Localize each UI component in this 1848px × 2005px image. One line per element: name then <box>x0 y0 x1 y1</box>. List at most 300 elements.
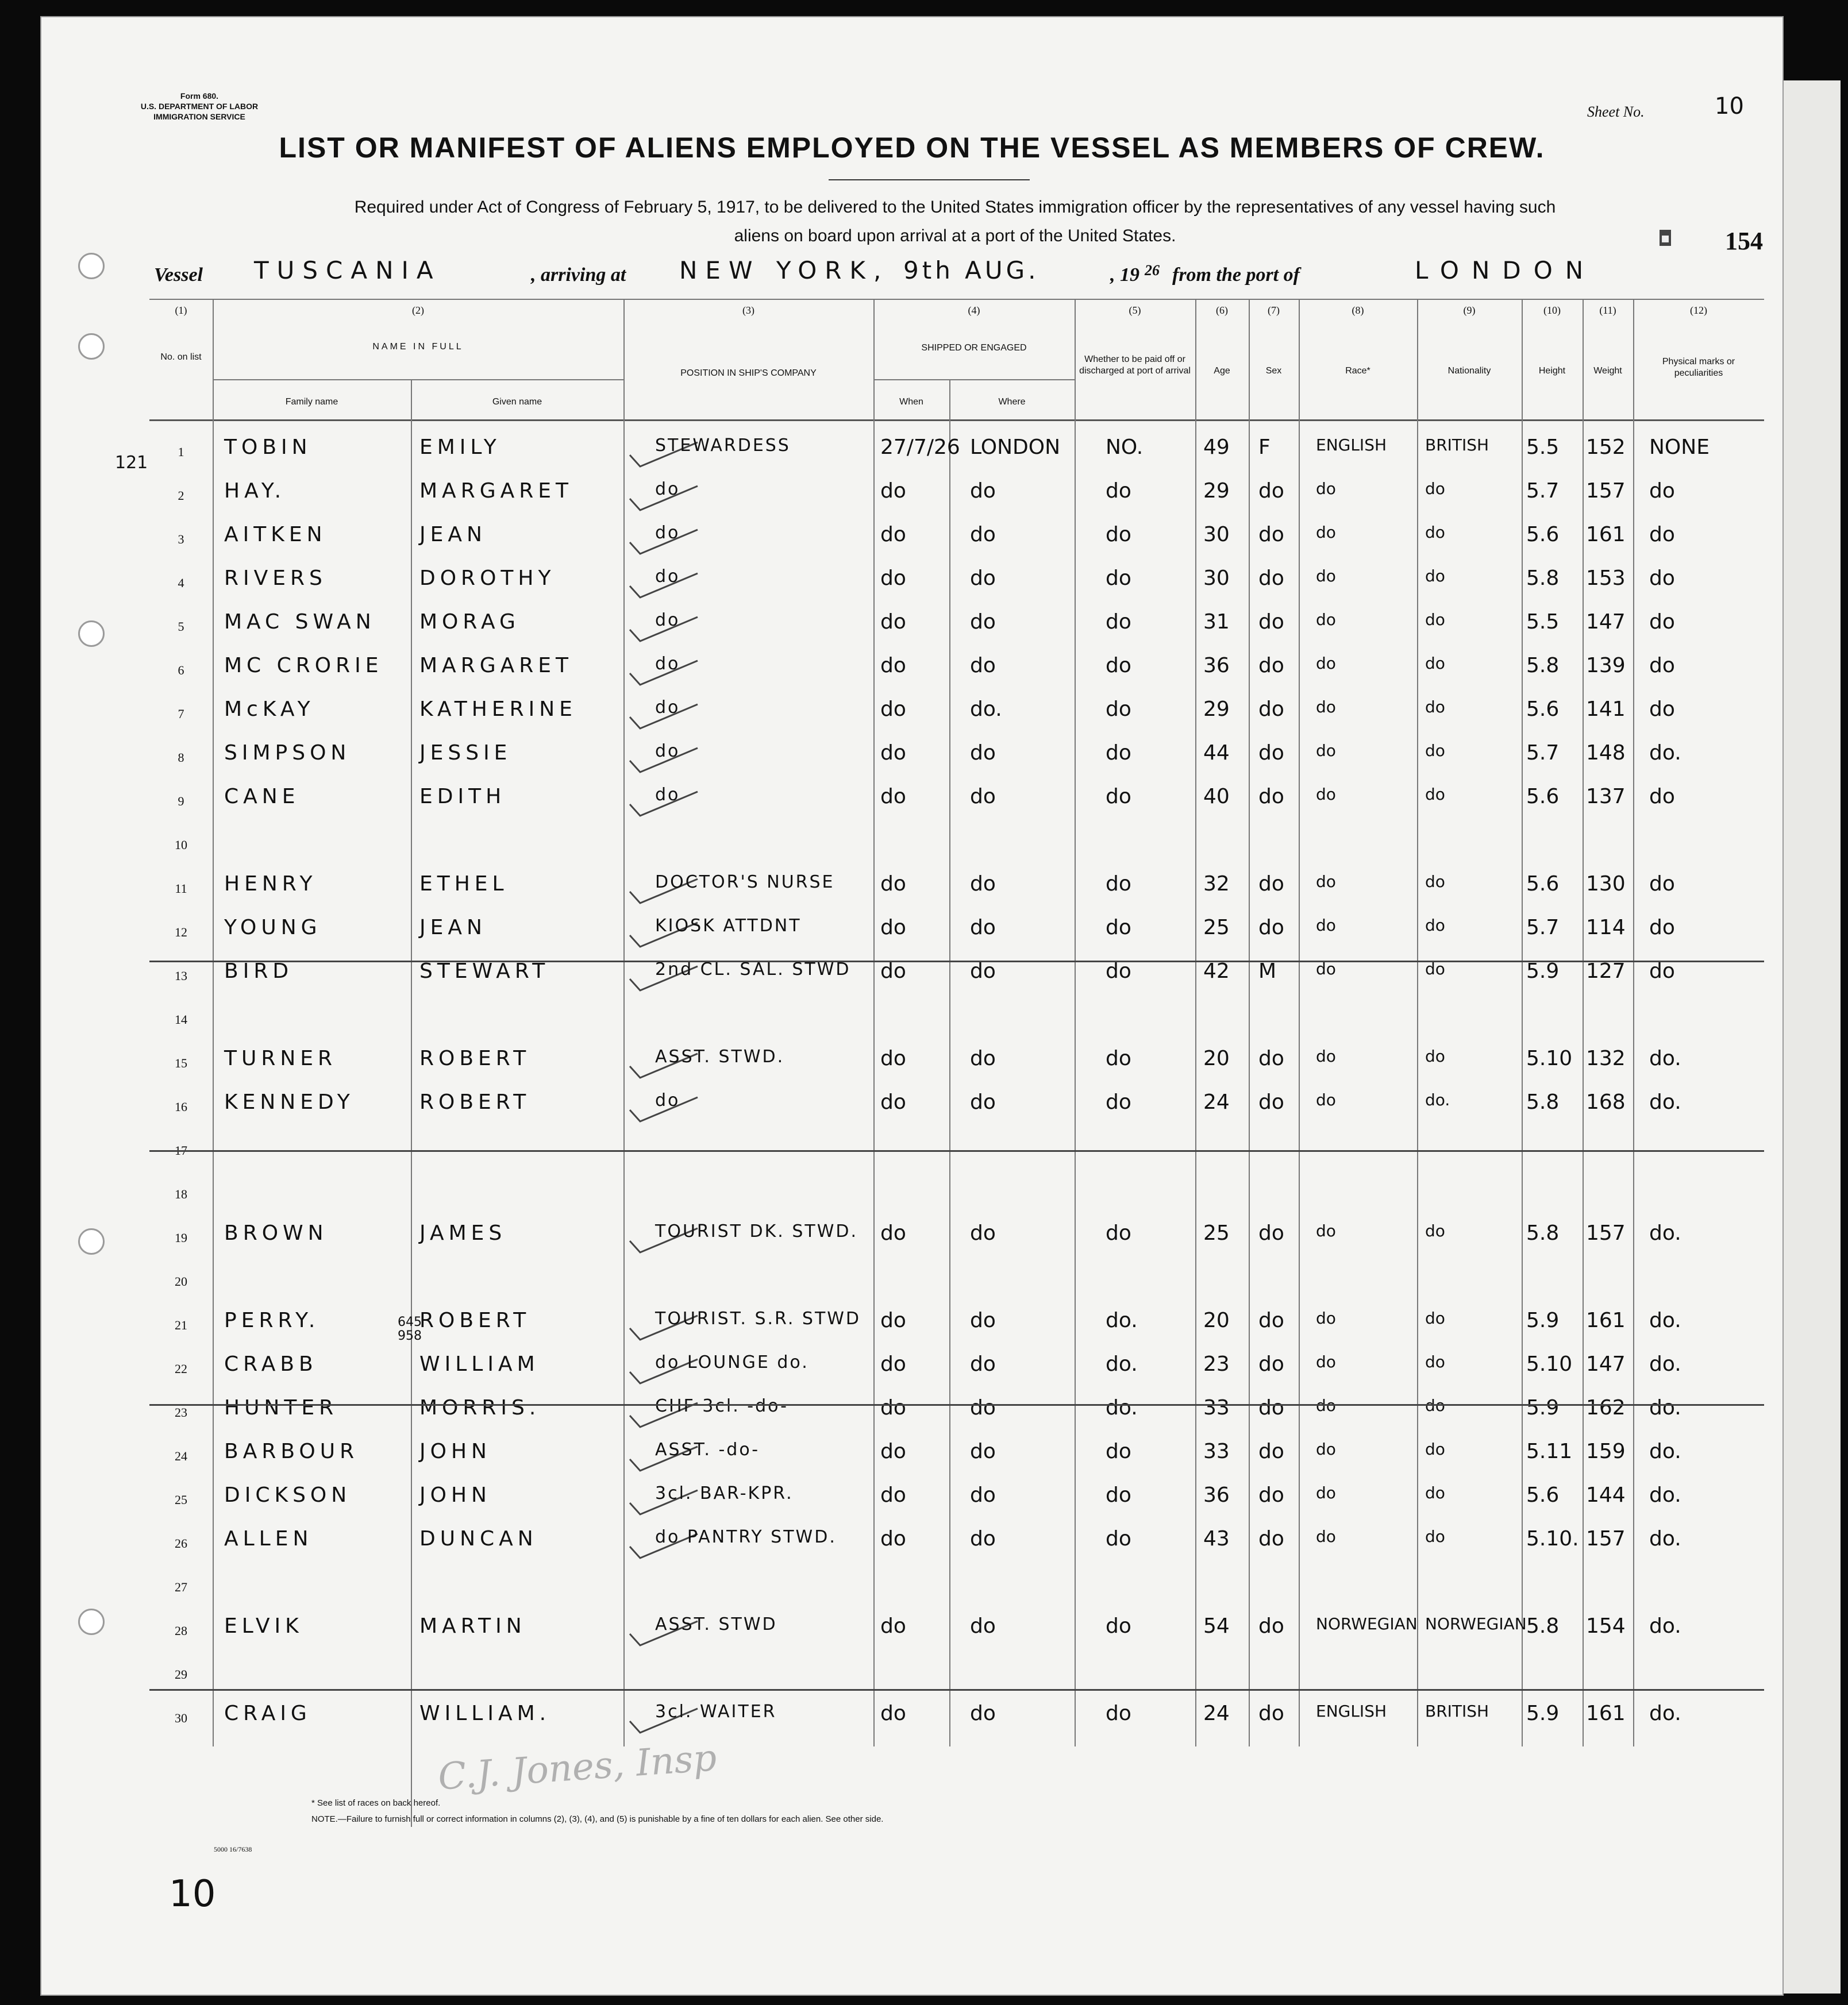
cell-height: 5.10. <box>1526 1527 1579 1551</box>
cell-paid: do <box>1106 959 1131 983</box>
cell-weight: 157 <box>1586 1527 1626 1551</box>
cell-nat: do <box>1425 872 1445 891</box>
cell-paid: do <box>1106 916 1131 939</box>
cell-weight: 153 <box>1586 566 1626 590</box>
cell-height: 5.5 <box>1526 610 1560 634</box>
cell-given: DOROTHY <box>419 566 556 590</box>
cell-family: MC CRORIE <box>224 654 383 677</box>
cell-paid: do. <box>1106 1396 1138 1420</box>
cell-when: do <box>880 479 906 503</box>
cell-marks: do <box>1649 959 1675 983</box>
cell-position: TOURIST. S.R. STWD <box>655 1309 861 1329</box>
cell-marks: do. <box>1649 1221 1681 1245</box>
table-row <box>149 650 1764 694</box>
cell-when: do <box>880 1483 906 1507</box>
cell-race: do <box>1316 741 1336 760</box>
cell-age: 20 <box>1203 1309 1230 1332</box>
cell-where: do. <box>970 697 1002 721</box>
cell-weight: 147 <box>1586 1352 1626 1376</box>
cell-marks: do <box>1649 523 1675 546</box>
cell-sex: do <box>1258 566 1284 590</box>
cell-weight: 127 <box>1586 959 1626 983</box>
table-row <box>149 1043 1764 1087</box>
cell-position: do PANTRY STWD. <box>655 1527 837 1547</box>
row-number: 23 <box>175 1405 187 1420</box>
cell-where: do <box>970 1527 996 1551</box>
cell-given: MARTIN <box>419 1614 526 1638</box>
cell-race: do <box>1316 1396 1336 1415</box>
row-number: 19 <box>175 1231 187 1245</box>
cell-weight: 154 <box>1586 1614 1626 1638</box>
cell-nat: NORWEGIAN <box>1425 1614 1527 1633</box>
cell-weight: 144 <box>1586 1483 1626 1507</box>
cell-sex: do <box>1258 523 1284 546</box>
cell-where: do <box>970 1483 996 1507</box>
cell-marks: do. <box>1649 1047 1681 1070</box>
cell-marks: do <box>1649 610 1675 634</box>
cell-family: RIVERS <box>224 566 327 590</box>
cell-age: 42 <box>1203 959 1230 983</box>
cell-paid: do <box>1106 697 1131 721</box>
cell-family: AITKEN <box>224 523 327 546</box>
cell-given: MORAG <box>419 610 520 634</box>
row-number: 4 <box>178 576 184 590</box>
cell-given: MARGARET <box>419 654 573 677</box>
cell-where: do <box>970 872 996 896</box>
form-header <box>116 91 283 122</box>
sheet-number: 10 <box>1715 93 1744 119</box>
cell-weight: 161 <box>1586 523 1626 546</box>
row-number: 9 <box>178 794 184 808</box>
cell-position: do <box>655 741 680 761</box>
colnum-10: (10) <box>1543 304 1561 316</box>
table-row <box>149 1698 1764 1742</box>
cell-family: HUNTER <box>224 1396 338 1420</box>
row-number: 15 <box>175 1056 187 1070</box>
cell-height: 5.5 <box>1526 435 1560 459</box>
cell-when: do <box>880 741 906 765</box>
colnum-6: (6) <box>1216 304 1228 316</box>
cell-position: do LOUNGE do. <box>655 1352 809 1372</box>
header-position: POSITION IN SHIP'S COMPANY <box>680 368 817 378</box>
cell-marks: do. <box>1649 1614 1681 1638</box>
cell-race: do <box>1316 1090 1336 1109</box>
cell-position: do <box>655 785 680 805</box>
cell-family: TURNER <box>224 1047 337 1070</box>
colnum-8: (8) <box>1352 304 1364 316</box>
row-number: 24 <box>175 1449 187 1463</box>
cell-race: ENGLISH <box>1316 435 1387 454</box>
stamp-mark: ■ <box>1660 230 1671 246</box>
cell-sex: do <box>1258 479 1284 503</box>
cell-age: 54 <box>1203 1614 1230 1638</box>
cell-weight: 157 <box>1586 479 1626 503</box>
cell-family: BIRD <box>224 959 294 983</box>
table-row <box>149 1611 1764 1655</box>
cell-nat: BRITISH <box>1425 435 1489 454</box>
cell-nat: do <box>1425 741 1445 760</box>
cell-marks: do <box>1649 872 1675 896</box>
cell-given: JESSIE <box>419 741 512 765</box>
cell-position: CHF 3cl. -do- <box>655 1396 788 1416</box>
turner-annotation: 645 958 <box>398 1315 422 1343</box>
cell-marks: do. <box>1649 1090 1681 1114</box>
cell-sex: do <box>1258 1440 1284 1463</box>
colnum-1: (1) <box>175 304 187 316</box>
cell-age: 25 <box>1203 1221 1230 1245</box>
cell-given: MARGARET <box>419 479 573 503</box>
colnum-9: (9) <box>1463 304 1476 316</box>
row-number: 5 <box>178 619 184 634</box>
cell-marks: do. <box>1649 1440 1681 1463</box>
cell-when: do <box>880 1352 906 1376</box>
cell-position: 2nd CL. SAL. STWD <box>655 959 851 980</box>
table-row <box>149 1131 1764 1174</box>
row-number: 6 <box>178 663 184 677</box>
manifest-sheet <box>40 16 1784 1996</box>
form-number: Form 680. <box>180 91 219 101</box>
cell-given: MORRIS. <box>419 1396 541 1420</box>
cell-race: do <box>1316 1483 1336 1502</box>
punch-hole <box>78 333 105 360</box>
cell-where: do <box>970 1221 996 1245</box>
cell-position: do <box>655 566 680 587</box>
table-row <box>149 1087 1764 1131</box>
punch-hole <box>78 253 105 279</box>
table-row <box>149 781 1764 825</box>
cell-nat: do <box>1425 610 1445 629</box>
back-sheet-edge <box>1781 80 1841 1994</box>
arriving-label: , arriving at <box>531 264 626 286</box>
cell-position: ASST. -do- <box>655 1440 760 1460</box>
cell-given: ROBERT <box>419 1047 531 1070</box>
cell-family: CRABB <box>224 1352 318 1376</box>
cell-where: do <box>970 1396 996 1420</box>
cell-race: do <box>1316 1440 1336 1459</box>
cell-paid: do <box>1106 1483 1131 1507</box>
cell-height: 5.9 <box>1526 959 1560 983</box>
cell-weight: 147 <box>1586 610 1626 634</box>
year-label: , 19 <box>1110 264 1139 286</box>
cell-paid: do <box>1106 1221 1131 1245</box>
cell-family: MAC SWAN <box>224 610 376 634</box>
cell-nat: do. <box>1425 1090 1450 1109</box>
cell-paid: do <box>1106 654 1131 677</box>
cell-paid: do <box>1106 1047 1131 1070</box>
cell-position: do <box>655 523 680 543</box>
table-row <box>149 519 1764 563</box>
cell-paid: do <box>1106 872 1131 896</box>
cell-given: ETHEL <box>419 872 509 896</box>
cell-marks: do <box>1649 785 1675 808</box>
cell-when: do <box>880 1047 906 1070</box>
cell-given: WILLIAM <box>419 1352 540 1376</box>
cell-when: do <box>880 1527 906 1551</box>
cell-height: 5.9 <box>1526 1702 1560 1725</box>
cell-age: 49 <box>1203 435 1230 459</box>
row-number: 2 <box>178 488 184 503</box>
cell-race: do <box>1316 1309 1336 1328</box>
cell-when: do <box>880 523 906 546</box>
table-row <box>149 1524 1764 1567</box>
cell-family: HENRY <box>224 872 317 896</box>
penalty-footnote: NOTE.—Failure to furnish full or correct information in columns (2), (3), (4), and (5) is punishable by a fine of ten dollars for each alien. See other side. <box>311 1814 884 1824</box>
cell-marks: do <box>1649 566 1675 590</box>
cell-nat: do <box>1425 654 1445 673</box>
row-number: 30 <box>175 1711 187 1725</box>
cell-where: do <box>970 1614 996 1638</box>
cell-weight: 130 <box>1586 872 1626 896</box>
header-nationality: Nationality <box>1447 366 1491 376</box>
cell-weight: 152 <box>1586 435 1626 459</box>
cell-when: do <box>880 959 906 983</box>
row-number: 25 <box>175 1493 187 1507</box>
department: U.S. DEPARTMENT OF LABOR <box>140 102 259 111</box>
requirement-text: Required under Act of Congress of February 5, 1917, to be delivered to the United States immigration officer by the representatives of any vessel having such aliens on board upon arrival at a port of the United States. <box>354 198 1556 245</box>
cell-marks: do. <box>1649 1309 1681 1332</box>
cell-family: DICKSON <box>224 1483 352 1507</box>
table-row <box>149 476 1764 519</box>
cell-race: do <box>1316 523 1336 542</box>
vessel-label: Vessel <box>154 264 203 286</box>
cell-height: 5.8 <box>1526 654 1560 677</box>
cell-where: do <box>970 479 996 503</box>
cell-age: 25 <box>1203 916 1230 939</box>
header-age: Age <box>1214 366 1230 376</box>
cell-marks: do. <box>1649 1396 1681 1420</box>
cell-age: 32 <box>1203 872 1230 896</box>
cell-position: DOCTOR'S NURSE <box>655 872 835 892</box>
cell-where: do <box>970 566 996 590</box>
cell-height: 5.10 <box>1526 1352 1573 1376</box>
cell-race: do <box>1316 654 1336 673</box>
cell-nat: do <box>1425 566 1445 585</box>
cell-weight: 132 <box>1586 1047 1626 1070</box>
cell-height: 5.6 <box>1526 872 1560 896</box>
cell-where: do <box>970 1440 996 1463</box>
cell-race: do <box>1316 566 1336 585</box>
header-sex: Sex <box>1265 366 1282 376</box>
cell-age: 29 <box>1203 479 1230 503</box>
colnum-12: (12) <box>1690 304 1707 316</box>
punch-hole <box>78 1228 105 1255</box>
colnum-5: (5) <box>1129 304 1141 316</box>
cell-when: do <box>880 1396 906 1420</box>
cell-sex: do <box>1258 916 1284 939</box>
cell-sex: do <box>1258 785 1284 808</box>
cell-race: do <box>1316 916 1336 935</box>
cell-when: 27/7/26 <box>880 435 960 459</box>
cell-age: 44 <box>1203 741 1230 765</box>
inspector-signature: C.J. Jones, Insp <box>437 1737 718 1799</box>
cell-sex: do <box>1258 610 1284 634</box>
cell-marks: do. <box>1649 1352 1681 1376</box>
cell-sex: do <box>1258 1527 1284 1551</box>
cell-when: do <box>880 610 906 634</box>
cell-paid: do <box>1106 479 1131 503</box>
row-number: 12 <box>175 925 187 939</box>
cell-paid: do <box>1106 1702 1131 1725</box>
cell-where: do <box>970 1702 996 1725</box>
cell-sex: do <box>1258 1483 1284 1507</box>
cell-sex: do <box>1258 872 1284 896</box>
cell-position: do <box>655 1090 680 1111</box>
cell-nat: do <box>1425 1527 1445 1546</box>
row-number: 8 <box>178 750 184 765</box>
cell-sex: do <box>1258 1702 1284 1725</box>
header-paid-off: Whether to be paid off or discharged at port of arrival <box>1079 354 1191 376</box>
cell-position: STEWARDESS <box>655 435 791 456</box>
cell-race: do <box>1316 959 1336 978</box>
cell-family: ELVIK <box>224 1614 303 1638</box>
cell-where: do <box>970 654 996 677</box>
cell-where: do <box>970 959 996 983</box>
cell-where: LONDON <box>970 435 1061 459</box>
cell-weight: 137 <box>1586 785 1626 808</box>
table-row <box>149 563 1764 607</box>
header-given-name: Given name <box>492 397 542 407</box>
cell-sex: do <box>1258 654 1284 677</box>
row-number: 10 <box>175 838 187 852</box>
table-row <box>149 1174 1764 1218</box>
cell-nat: do <box>1425 479 1445 498</box>
cell-when: do <box>880 1614 906 1638</box>
cell-weight: 114 <box>1586 916 1626 939</box>
cell-when: do <box>880 1440 906 1463</box>
cell-height: 5.9 <box>1526 1396 1560 1420</box>
cell-weight: 148 <box>1586 741 1626 765</box>
cell-age: 20 <box>1203 1047 1230 1070</box>
colnum-3: (3) <box>742 304 754 316</box>
cell-height: 5.6 <box>1526 523 1560 546</box>
row-number: 18 <box>175 1187 187 1201</box>
cell-nat: do <box>1425 1440 1445 1459</box>
cell-given: KATHERINE <box>419 697 577 721</box>
cell-height: 5.6 <box>1526 785 1560 808</box>
cell-family: CRAIG <box>224 1702 311 1725</box>
cell-paid: do. <box>1106 1309 1138 1332</box>
cell-race: NORWEGIAN <box>1316 1614 1418 1633</box>
table-row <box>149 1305 1764 1349</box>
cell-when: do <box>880 872 906 896</box>
cell-height: 5.7 <box>1526 741 1560 765</box>
cell-family: BROWN <box>224 1221 328 1245</box>
year-suffix: 26 <box>1145 262 1160 279</box>
cell-position: do <box>655 610 680 630</box>
cell-given: ROBERT <box>419 1090 531 1114</box>
cell-family: McKAY <box>224 697 315 721</box>
cell-sex: do <box>1258 1090 1284 1114</box>
cell-where: do <box>970 1352 996 1376</box>
from-port-label: from the port of <box>1172 264 1300 286</box>
row-number: 1 <box>178 445 184 459</box>
cell-marks: do. <box>1649 741 1681 765</box>
colnum-4: (4) <box>968 304 980 316</box>
cell-position: ASST. STWD. <box>655 1047 785 1067</box>
cell-given: JOHN <box>419 1483 491 1507</box>
cell-nat: do <box>1425 1047 1445 1066</box>
cell-given: EMILY <box>419 435 501 459</box>
header-marks: Physical marks or peculiarities <box>1662 357 1735 378</box>
row-number: 22 <box>175 1362 187 1376</box>
table-row <box>149 1480 1764 1524</box>
page-number: 10 <box>169 1873 216 1915</box>
list-prefix-annotation: 121 <box>115 453 148 473</box>
cell-sex: do <box>1258 697 1284 721</box>
cell-position: do <box>655 654 680 674</box>
cell-age: 36 <box>1203 654 1230 677</box>
cell-position: 3cl. WAITER <box>655 1702 777 1722</box>
cell-age: 23 <box>1203 1352 1230 1376</box>
punch-hole <box>78 620 105 647</box>
cell-when: do <box>880 1309 906 1332</box>
cell-position: do <box>655 479 680 499</box>
row-number: 21 <box>175 1318 187 1332</box>
cell-paid: NO. <box>1106 435 1144 459</box>
cell-given: DUNCAN <box>419 1527 538 1551</box>
cell-where: do <box>970 916 996 939</box>
cell-family: KENNEDY <box>224 1090 355 1114</box>
cell-paid: do <box>1106 785 1131 808</box>
cell-family: ALLEN <box>224 1527 313 1551</box>
manifest-table <box>115 299 1764 1792</box>
cell-age: 30 <box>1203 566 1230 590</box>
cell-weight: 161 <box>1586 1309 1626 1332</box>
cell-family: BARBOUR <box>224 1440 359 1463</box>
cell-where: do <box>970 741 996 765</box>
cell-family: CANE <box>224 785 300 808</box>
cell-where: do <box>970 1047 996 1070</box>
cell-height: 5.7 <box>1526 916 1560 939</box>
cell-given: STEWART <box>419 959 550 983</box>
departure-port: LONDON <box>1415 256 1596 284</box>
arrival-date: 9th AUG. <box>903 256 1040 284</box>
row-separator <box>149 1404 1764 1406</box>
cell-position: KIOSK ATTDNT <box>655 916 802 936</box>
header-weight: Weight <box>1593 366 1622 376</box>
cell-nat: do <box>1425 697 1445 716</box>
table-row <box>149 869 1764 912</box>
cell-position: 3cl. BAR-KPR. <box>655 1483 794 1503</box>
cell-height: 5.11 <box>1526 1440 1573 1463</box>
table-row <box>149 912 1764 956</box>
cell-height: 5.8 <box>1526 566 1560 590</box>
table-row <box>149 738 1764 781</box>
name-subheader-rule <box>213 379 623 380</box>
header-height: Height <box>1538 366 1566 376</box>
cell-race: do <box>1316 479 1336 498</box>
cell-paid: do <box>1106 1440 1131 1463</box>
cell-given: JOHN <box>419 1440 491 1463</box>
cell-race: do <box>1316 1527 1336 1546</box>
cell-height: 5.6 <box>1526 697 1560 721</box>
cell-nat: do <box>1425 1396 1445 1415</box>
cell-marks: do <box>1649 654 1675 677</box>
cell-sex: do <box>1258 1396 1284 1420</box>
cell-where: do <box>970 785 996 808</box>
colnum-2: (2) <box>412 304 424 316</box>
cell-weight: 159 <box>1586 1440 1626 1463</box>
cell-weight: 161 <box>1586 1702 1626 1725</box>
cell-position: ASST. STWD <box>655 1614 777 1634</box>
cell-marks: do. <box>1649 1527 1681 1551</box>
cell-height: 5.7 <box>1526 479 1560 503</box>
cell-position: do <box>655 697 680 718</box>
cell-where: do <box>970 1309 996 1332</box>
cell-where: do <box>970 610 996 634</box>
row-number: 26 <box>175 1536 187 1551</box>
row-number: 13 <box>175 969 187 983</box>
